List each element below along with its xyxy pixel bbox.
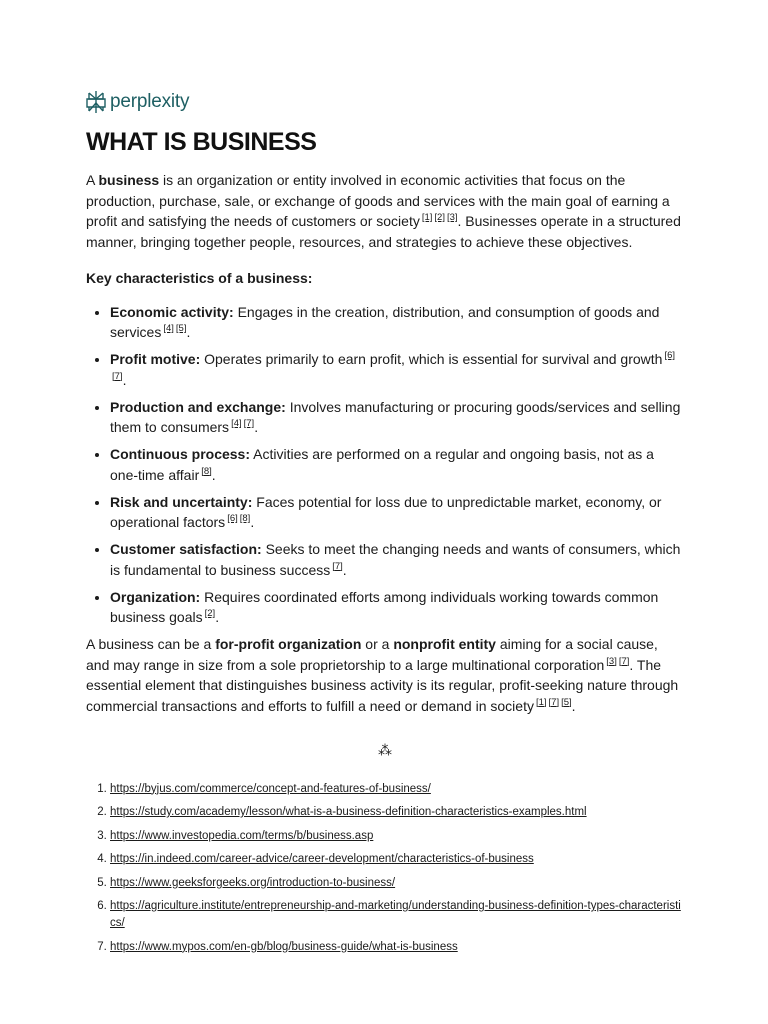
reference-item <box>110 939 684 956</box>
citation-link[interactable]: [3] <box>606 655 617 667</box>
citation-link[interactable]: [7] <box>243 418 255 429</box>
reference-item <box>110 781 684 798</box>
item-text: Operates primarily to earn profit, which is essential for survival and growth <box>200 351 663 367</box>
list-item <box>110 302 684 343</box>
intro-paragraph <box>86 170 684 252</box>
list-item <box>110 539 684 580</box>
citation-group <box>203 608 216 619</box>
citation-link[interactable]: [7] <box>332 560 343 572</box>
text-run: aiming for a social cause, and may range in size from a sole proprietorship to a large multinational corporation <box>86 636 658 673</box>
citation-group <box>420 212 458 223</box>
text-run: . <box>211 466 216 483</box>
item-term: Organization: <box>110 588 201 605</box>
citation-group <box>330 561 343 572</box>
text-run: or a <box>361 636 394 652</box>
reference-link[interactable]: https://agriculture.institute/entrepreneurship-and-marketing/understanding-business-definition-types-characteristics/ <box>110 900 681 929</box>
citation-link[interactable]: [7] <box>548 696 560 708</box>
text-run: . <box>122 371 127 388</box>
citation-link[interactable]: [7] <box>112 370 123 382</box>
citation-group <box>161 323 186 334</box>
references-list <box>86 781 684 956</box>
reference-link[interactable]: https://study.com/academy/lesson/what-is-a-business-definition-characteristics-examples.html <box>110 806 587 818</box>
item-term: Continuous process: <box>110 446 251 462</box>
brand-name: perplexity <box>110 91 190 112</box>
item-term: Risk and uncertainty: <box>110 493 253 510</box>
reference-item <box>110 804 684 821</box>
citation-link[interactable]: [2] <box>434 212 445 223</box>
reference-item <box>110 898 684 932</box>
bold-term: for-profit organization <box>215 636 362 652</box>
citation-link[interactable]: [6] <box>227 513 238 524</box>
text-run: . Businesses operate in a structured manner, bringing together people, resources, and strategies to achieve these objectives. <box>86 213 681 250</box>
closing-paragraph <box>86 634 684 716</box>
item-term: Economic activity: <box>110 303 234 320</box>
item-text: Involves manufacturing or procuring goods/services and selling them to consumers <box>110 398 681 435</box>
item-term: Production and exchange: <box>110 398 286 415</box>
citation-group <box>229 418 254 429</box>
bold-term: business <box>98 172 160 188</box>
citation-link[interactable]: [7] <box>618 655 630 667</box>
item-text: Engages in the creation, distribution, and consumption of goods and services <box>110 303 660 340</box>
article-body <box>86 170 684 962</box>
reference-item <box>110 851 684 868</box>
item-text: Seeks to meet the changing needs and wants of consumers, which is fundamental to business success <box>110 541 681 578</box>
reference-link[interactable]: https://www.mypos.com/en-gb/blog/business-guide/what-is-business <box>110 940 458 953</box>
text-run: . The essential element that distinguishes business activity is its regular, profit-seeking nature through commercial transactions and efforts to fulfill a need or demand in society <box>86 656 679 714</box>
text-run: . <box>215 609 220 625</box>
brand-logo[interactable] <box>86 90 189 114</box>
citation-link[interactable]: [1] <box>421 212 433 223</box>
reference-item <box>110 828 684 845</box>
page-title: WHAT IS BUSINESS <box>86 128 317 156</box>
citation-group <box>225 513 250 524</box>
list-item <box>110 444 684 485</box>
section-heading: Key characteristics of a business: <box>86 270 313 286</box>
citation-link[interactable]: [6] <box>664 350 675 361</box>
list-item <box>110 587 684 628</box>
citation-group <box>534 697 572 708</box>
citation-group <box>199 466 212 477</box>
characteristics-list <box>86 302 684 628</box>
reference-link[interactable]: https://in.indeed.com/career-advice/career-development/characteristics-of-business <box>110 853 534 865</box>
citation-link[interactable]: [5] <box>561 696 572 708</box>
citation-group <box>604 656 629 667</box>
perplexity-logo-icon <box>86 90 106 114</box>
citation-link[interactable]: [4] <box>163 323 174 334</box>
section-separator: ⁂ <box>378 742 392 758</box>
bold-term: nonprofit entity <box>393 636 496 652</box>
reference-link[interactable]: https://byjus.com/commerce/concept-and-features-of-business/ <box>110 782 431 795</box>
item-term: Profit motive: <box>110 351 201 367</box>
citation-link[interactable]: [5] <box>175 323 187 334</box>
citation-link[interactable]: [8] <box>239 513 251 524</box>
text-run: . <box>250 514 255 530</box>
citation-link[interactable]: [4] <box>231 418 242 429</box>
text-run: A business can be a <box>86 636 216 652</box>
citation-link[interactable]: [3] <box>446 212 458 223</box>
text-run: . <box>342 561 347 578</box>
text-run: is an organization or entity involved in economic activities that focus on the production, purchase, sale, or exchange of goods and services with the main goal of earning a profit and satisfying the needs of customers or society <box>86 172 670 229</box>
citation-link[interactable]: [2] <box>204 608 216 619</box>
reference-link[interactable]: https://www.geeksforgeeks.org/introduction-to-business/ <box>110 876 396 889</box>
reference-link[interactable]: https://www.investopedia.com/terms/b/business.asp <box>110 829 374 842</box>
list-item <box>110 492 684 533</box>
item-term: Customer satisfaction: <box>110 541 262 557</box>
text-run: . <box>571 697 576 714</box>
citation-link[interactable]: [8] <box>201 465 212 477</box>
item-text: Requires coordinated efforts among individuals working towards common business goals <box>110 588 659 625</box>
text-run: A <box>86 172 99 188</box>
text-run: . <box>254 419 259 435</box>
list-item <box>110 397 684 438</box>
item-text: Faces potential for loss due to unpredictable market, economy, or operational factors <box>110 493 662 530</box>
citation-link[interactable]: [1] <box>535 696 547 708</box>
item-text: Activities are performed on a regular and ongoing basis, not as a one-time affair <box>110 446 654 483</box>
text-run: . <box>186 324 191 340</box>
reference-item <box>110 875 684 892</box>
list-item <box>110 349 684 390</box>
